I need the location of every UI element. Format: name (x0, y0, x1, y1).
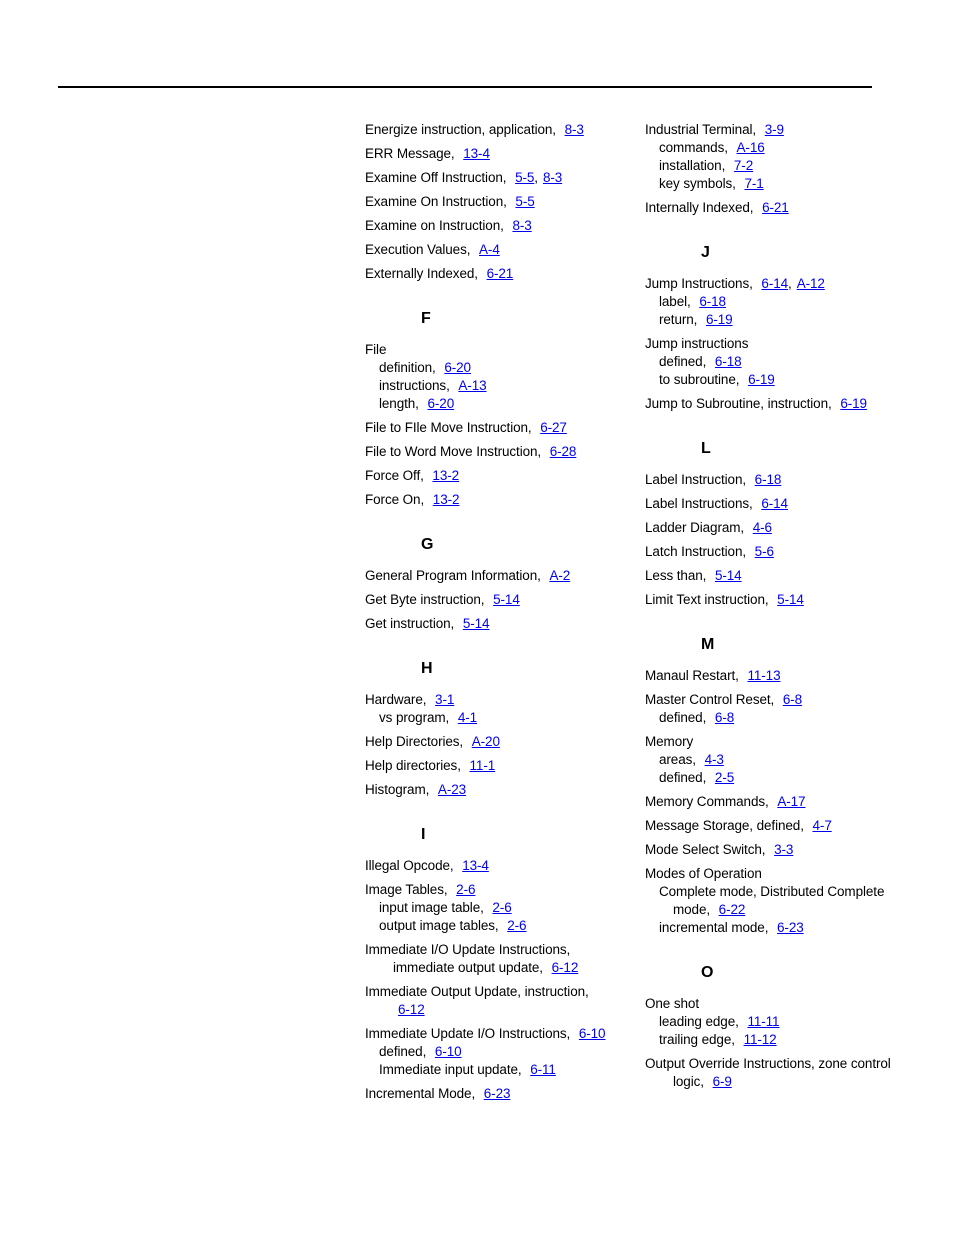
index-entry (645, 471, 905, 489)
page-ref-link[interactable]: 6-19 (705, 312, 733, 327)
index-term-text: Help Directories, (365, 734, 467, 749)
index-entry (365, 467, 625, 485)
index-term (365, 419, 625, 437)
index-subentry (645, 293, 905, 311)
index-term-text: Label Instructions, (645, 496, 757, 511)
index-term (365, 265, 625, 283)
index-entry (645, 567, 905, 585)
index-entry (365, 193, 625, 211)
index-entry (365, 781, 625, 799)
index-term-text: Execution Values, (365, 242, 475, 257)
index-term (365, 341, 625, 359)
page-ref-link[interactable]: 6-19 (840, 396, 867, 411)
index-term-text: Master Control Reset, (645, 692, 778, 707)
index-term (365, 983, 625, 1001)
page-ref-link[interactable]: 11-11 (747, 1014, 780, 1029)
index-term (365, 467, 625, 485)
index-term (365, 1025, 625, 1043)
index-term-text: immediate output update, (393, 960, 547, 975)
index-term (365, 145, 625, 163)
index-entry (365, 691, 625, 727)
page-ref-link[interactable]: 13-4 (463, 146, 490, 161)
page-ref-link[interactable]: A-13 (458, 378, 487, 393)
index-entry (365, 341, 625, 413)
index-term (365, 241, 625, 259)
index-entry (365, 491, 625, 509)
index-subentry (365, 1043, 625, 1061)
index-entry (645, 817, 905, 835)
index-term (365, 217, 625, 235)
index-term (645, 865, 905, 883)
index-term (365, 757, 625, 775)
page-ref-link[interactable]: 7-2 (733, 158, 754, 173)
index-subentry (645, 1031, 905, 1049)
index-term (365, 443, 625, 461)
index-term-text: Get Byte instruction, (365, 592, 489, 607)
page-ref-link[interactable]: 8-3 (512, 218, 532, 233)
index-term (365, 941, 625, 959)
index-term-text: return, (659, 312, 701, 327)
page-ref-link[interactable]: 6-8 (714, 710, 735, 725)
index-term (645, 121, 905, 139)
page-ref-link[interactable]: 6-8 (782, 692, 803, 707)
index-subentry (645, 371, 905, 389)
index-term-text: Industrial Terminal, (645, 122, 760, 137)
index-letter-heading: H (421, 660, 433, 677)
index-subentry (645, 353, 905, 371)
index-term (645, 543, 905, 561)
index-term (645, 793, 905, 811)
page-ref-link[interactable]: 6-14 (761, 496, 788, 511)
index-entry (365, 419, 625, 437)
index-term-text: vs program, (379, 710, 453, 725)
index-term (365, 733, 625, 751)
index-term (645, 591, 905, 609)
index-entry (365, 1025, 625, 1079)
page-ref-link[interactable]: 4-3 (704, 752, 724, 767)
index-entry (365, 615, 625, 633)
index-term-text: defined, (659, 710, 710, 725)
index-term-text: logic, (673, 1074, 708, 1089)
index-entry (365, 757, 625, 775)
page-ref-link[interactable]: 3-3 (774, 842, 794, 857)
page-ref-link[interactable]: 6-23 (483, 1086, 511, 1101)
index-term (365, 881, 625, 899)
index-term-text: Immediate Output Update, instruction, (365, 984, 589, 999)
page-ref-link[interactable]: A-20 (471, 734, 500, 749)
index-term-text: One shot (645, 996, 699, 1011)
page-ref-link[interactable]: A-17 (777, 794, 806, 809)
index-term-text: leading edge, (659, 1014, 743, 1029)
index-term (645, 841, 905, 859)
index-term-text: Message Storage, defined, (645, 818, 808, 833)
index-entry (365, 567, 625, 585)
index-term-text: length, (379, 396, 423, 411)
index-term-text: mode, (673, 902, 714, 917)
index-subentry (365, 899, 625, 917)
index-term-text: definition, (379, 360, 440, 375)
index-term (365, 1085, 625, 1103)
page-ref-link[interactable]: 6-9 (712, 1074, 732, 1089)
page-ref-link[interactable]: 6-28 (549, 444, 577, 459)
page-ref-link[interactable]: 4-7 (812, 818, 832, 833)
index-subentry (645, 709, 905, 727)
index-term-text: Histogram, (365, 782, 433, 797)
page-ref-link[interactable]: 2-6 (507, 918, 527, 933)
index-subentry (365, 917, 625, 935)
index-entry (645, 395, 905, 413)
index-entry (645, 591, 905, 609)
index-entry (365, 1085, 625, 1103)
index-term-text: Immediate I/O Update Instructions, (365, 942, 571, 957)
index-entry (365, 733, 625, 751)
page-ref-link[interactable]: 2-6 (456, 882, 476, 897)
index-term-text: Manaul Restart, (645, 668, 743, 683)
index-letter-heading: L (701, 440, 711, 457)
index-term (645, 567, 905, 585)
page-ref-link[interactable]: 6-11 (530, 1062, 556, 1077)
header-rule (58, 86, 872, 88)
page-ref-link[interactable]: 6-12 (551, 960, 579, 975)
index-term-text: Ladder Diagram, (645, 520, 748, 535)
ref-separator: , (788, 276, 792, 291)
index-term (645, 471, 905, 489)
index-subentry (645, 1073, 905, 1091)
index-term-text: Jump Instructions, (645, 276, 757, 291)
page-ref-link[interactable]: 5-14 (462, 616, 490, 631)
page-ref-link[interactable]: 11-1 (469, 758, 496, 773)
index-entry (645, 667, 905, 685)
index-term (365, 121, 625, 139)
page-ref-link[interactable]: 6-10 (578, 1026, 606, 1041)
index-term-text: Examine Off Instruction, (365, 170, 511, 185)
index-term-text: Modes of Operation (645, 866, 762, 881)
page-ref-link[interactable]: 13-2 (432, 492, 460, 507)
index-term (645, 733, 905, 751)
index-term (645, 519, 905, 537)
index-term-text: Less than, (645, 568, 710, 583)
index-letter-heading: F (421, 310, 431, 327)
index-term-text: Complete mode, Distributed Complete (659, 884, 885, 899)
index-term-text: Get instruction, (365, 616, 458, 631)
index-entry (365, 857, 625, 875)
index-term (365, 591, 625, 609)
index-term (645, 395, 905, 413)
page-ref-link[interactable]: 11-13 (747, 668, 781, 683)
index-term (645, 817, 905, 835)
index-entry (645, 543, 905, 561)
index-term-text: File to FIle Move Instruction, (365, 420, 536, 435)
index-term-text: Illegal Opcode, (365, 858, 458, 873)
index-term-text: Memory Commands, (645, 794, 773, 809)
index-term-text: trailing edge, (659, 1032, 739, 1047)
index-term-text: Internally Indexed, (645, 200, 758, 215)
page-ref-link[interactable]: A-23 (437, 782, 467, 797)
index-term-text: General Program Information, (365, 568, 545, 583)
index-term (365, 193, 625, 211)
index-letter-heading: M (701, 636, 715, 653)
index-entry (365, 881, 625, 935)
index-term-text: Externally Indexed, (365, 266, 482, 281)
page-ref-link[interactable]: 13-4 (462, 858, 489, 873)
index-letter-heading: I (421, 826, 426, 843)
index-term-text: File (365, 342, 387, 357)
page-ref-link[interactable]: 4-1 (457, 710, 478, 725)
index-term-text: Immediate Update I/O Instructions, (365, 1026, 574, 1041)
index-term-text: Label Instruction, (645, 472, 750, 487)
index-letter-heading: J (701, 244, 710, 261)
index-subentry (365, 709, 625, 727)
index-entry (365, 983, 625, 1019)
page-ref-link[interactable]: 5-14 (493, 592, 520, 607)
index-term-text: Limit Text instruction, (645, 592, 773, 607)
index-term (645, 275, 905, 293)
index-entry (645, 199, 905, 217)
index-term-text: output image tables, (379, 918, 503, 933)
index-term (365, 491, 625, 509)
index-entry (365, 121, 625, 139)
index-term-text: Image Tables, (365, 882, 452, 897)
index-term (645, 1055, 905, 1073)
page-ref-link[interactable]: 6-10 (434, 1044, 462, 1059)
index-term-text: defined, (379, 1044, 430, 1059)
index-term (645, 691, 905, 709)
page-ref-link[interactable]: 6-23 (777, 920, 804, 935)
index-entry (365, 241, 625, 259)
index-subentry (645, 175, 905, 193)
index-term (365, 691, 625, 709)
index-term (645, 495, 905, 513)
index-entry (645, 519, 905, 537)
page-ref-link[interactable]: 5-6 (754, 544, 774, 559)
index-term-text: Help directories, (365, 758, 465, 773)
index-term-text: File to Word Move Instruction, (365, 444, 545, 459)
page-ref-link[interactable]: 4-6 (752, 520, 772, 535)
index-entry (645, 275, 905, 329)
index-term (645, 199, 905, 217)
index-column-left (365, 121, 625, 1109)
index-term (365, 169, 625, 187)
index-term-text: key symbols, (659, 176, 740, 191)
page-ref-link[interactable]: 6-12 (398, 1002, 425, 1017)
index-term-text: incremental mode, (659, 920, 773, 935)
index-entry (365, 265, 625, 283)
index-term-text: defined, (659, 770, 710, 785)
index-term-text: Force On, (365, 492, 428, 507)
index-subentry (365, 359, 625, 377)
index-term-text: Force Off, (365, 468, 428, 483)
index-entry (365, 591, 625, 609)
index-term (365, 781, 625, 799)
page-ref-link[interactable]: 8-3 (542, 170, 563, 185)
page-ref-link[interactable]: 6-18 (754, 472, 782, 487)
page-ref-link[interactable]: A-12 (796, 276, 825, 291)
page-ref-link[interactable]: 5-14 (714, 568, 742, 583)
index-subentry (365, 959, 625, 977)
page-ref-link[interactable]: 7-1 (744, 176, 764, 191)
index-entry (645, 691, 905, 727)
index-term-text: label, (659, 294, 695, 309)
index-term (365, 615, 625, 633)
index-entry (645, 865, 905, 937)
page-ref-link[interactable]: 2-6 (492, 900, 512, 915)
index-term-text: ERR Message, (365, 146, 459, 161)
index-term (365, 567, 625, 585)
ref-separator: , (534, 170, 538, 185)
index-subentry (645, 883, 905, 901)
page-ref-link[interactable]: 5-5 (515, 170, 535, 185)
index-letter-heading: G (421, 536, 434, 553)
index-letter-heading: O (701, 964, 714, 981)
index-term (645, 667, 905, 685)
index-term-text: commands, (659, 140, 732, 155)
index-subentry (365, 1001, 625, 1019)
index-term-text: instructions, (379, 378, 454, 393)
index-subentry (365, 395, 625, 413)
page-ref-link[interactable]: A-2 (549, 568, 571, 583)
index-term-text: Examine On Instruction, (365, 194, 511, 209)
index-term-text: Examine on Instruction, (365, 218, 508, 233)
index-term (645, 335, 905, 353)
index-term-text: Hardware, (365, 692, 431, 707)
page-ref-link[interactable]: 6-20 (427, 396, 455, 411)
page-ref-link[interactable]: 6-18 (714, 354, 742, 369)
index-entry (645, 1055, 905, 1091)
page-ref-link[interactable]: 6-14 (761, 276, 789, 291)
page-ref-link[interactable]: 2-5 (714, 770, 735, 785)
page-ref-link[interactable]: 6-27 (540, 420, 567, 435)
index-term-text: input image table, (379, 900, 488, 915)
page-ref-link[interactable]: 3-1 (435, 692, 455, 707)
page-ref-link[interactable]: 3-9 (764, 122, 784, 137)
index-term-text: installation, (659, 158, 729, 173)
page-ref-link[interactable]: A-4 (479, 242, 500, 257)
page-ref-link[interactable]: 6-21 (486, 266, 514, 281)
page-ref-link[interactable]: 8-3 (564, 122, 584, 137)
index-entry (365, 169, 625, 187)
page-ref-link[interactable]: 6-19 (748, 372, 775, 387)
index-subentry (645, 919, 905, 937)
index-subentry (645, 139, 905, 157)
index-subentry (645, 769, 905, 787)
page-ref-link[interactable]: 6-21 (762, 200, 789, 215)
index-entry (645, 335, 905, 389)
index-entry (365, 145, 625, 163)
page-ref-link[interactable]: 6-18 (699, 294, 726, 309)
index-subentry (365, 1061, 625, 1079)
index-term-text: Output Override Instructions, zone control (645, 1056, 891, 1071)
index-entry (645, 793, 905, 811)
index-term-text: defined, (659, 354, 710, 369)
index-subentry (645, 901, 905, 919)
index-entry (645, 495, 905, 513)
page-ref-link[interactable]: 5-14 (777, 592, 804, 607)
index-term-text: Incremental Mode, (365, 1086, 479, 1101)
index-term-text: to subroutine, (659, 372, 744, 387)
index-entry (645, 841, 905, 859)
index-term-text: Energize instruction, application, (365, 122, 560, 137)
index-term-text: Memory (645, 734, 694, 749)
index-entry (645, 733, 905, 787)
index-term-text: Latch Instruction, (645, 544, 750, 559)
page-ref-link[interactable]: 5-5 (515, 194, 535, 209)
index-subentry (645, 157, 905, 175)
page-ref-link[interactable]: 6-20 (444, 360, 471, 375)
page-ref-link[interactable]: 11-12 (743, 1032, 777, 1047)
index-entry (365, 941, 625, 977)
page-ref-link[interactable]: 13-2 (432, 468, 460, 483)
index-subentry (645, 751, 905, 769)
index-subentry (645, 1013, 905, 1031)
index-term-text: areas, (659, 752, 700, 767)
index-term (645, 995, 905, 1013)
index-entry (645, 995, 905, 1049)
index-term-text: Jump to Subroutine, instruction, (645, 396, 836, 411)
page-ref-link[interactable]: A-16 (736, 140, 765, 155)
index-subentry (365, 377, 625, 395)
index-term-text: Mode Select Switch, (645, 842, 770, 857)
index-column-right (645, 121, 905, 1097)
page-ref-link[interactable]: 6-22 (718, 902, 746, 917)
index-entry (365, 443, 625, 461)
index-entry (645, 121, 905, 193)
index-term-text: Immediate input update, (379, 1062, 526, 1077)
index-term (365, 857, 625, 875)
index-term-text: Jump instructions (645, 336, 749, 351)
index-subentry (645, 311, 905, 329)
index-entry (365, 217, 625, 235)
